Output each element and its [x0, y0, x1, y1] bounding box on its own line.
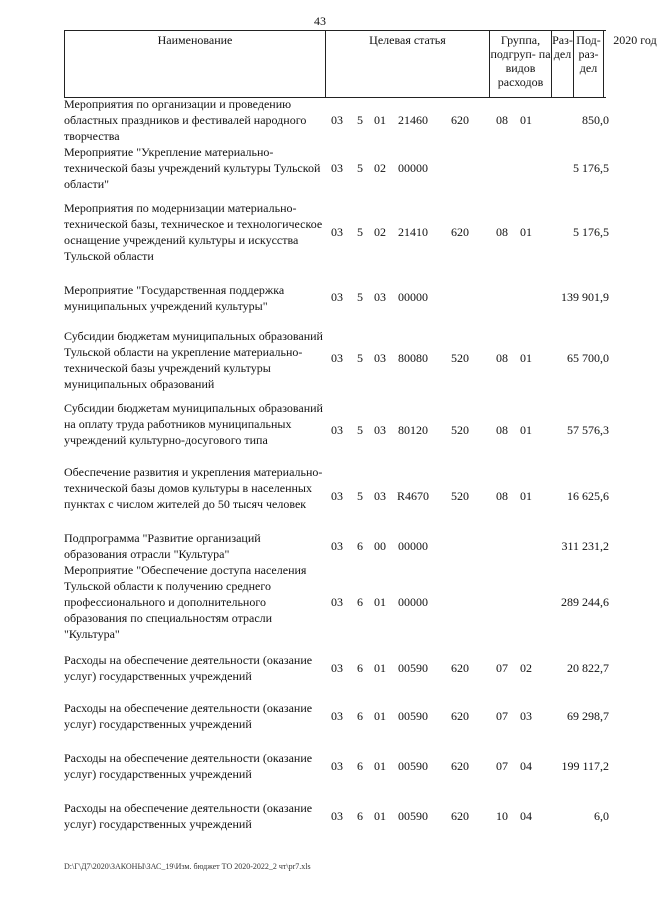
- subsection: 01: [520, 423, 532, 437]
- target-event: 03: [374, 489, 386, 503]
- section: 07: [496, 759, 508, 773]
- row-name: Расходы на обеспечение деятельности (оказание услуг) государственных учреждений: [64, 701, 313, 731]
- target-program: 03: [331, 113, 343, 127]
- section: 08: [496, 351, 508, 365]
- section: 08: [496, 423, 508, 437]
- row-name: Субсидии бюджетам муниципальных образований Тульской области на укрепление материально-технической базы учреждений культуры муниципальных образований: [64, 329, 323, 391]
- subsection: 01: [520, 489, 532, 503]
- table-row: [64, 464, 609, 528]
- target-program: 03: [331, 489, 343, 503]
- target-event: 03: [374, 290, 386, 304]
- row-name: Расходы на обеспечение деятельности (оказание услуг) государственных учреждений: [64, 653, 313, 683]
- target-code: 00000: [398, 290, 428, 304]
- target-subprogram: 5: [357, 161, 363, 175]
- target-program: 03: [331, 290, 343, 304]
- section: 07: [496, 709, 508, 723]
- target-subprogram: 6: [357, 759, 363, 773]
- header-group: Группа, подгруп- па видов расходов: [490, 31, 552, 97]
- subsection: 03: [520, 709, 532, 723]
- header-name: Наименование: [64, 31, 326, 97]
- amount: 311 231,2: [561, 539, 609, 553]
- subsection: 02: [520, 661, 532, 675]
- target-program: 03: [331, 661, 343, 675]
- subsection: 01: [520, 351, 532, 365]
- table-row: [64, 328, 609, 392]
- target-event: 01: [374, 759, 386, 773]
- target-code: 80120: [398, 423, 428, 437]
- subsection: 04: [520, 759, 532, 773]
- amount: 289 244,6: [561, 595, 609, 609]
- section: 08: [496, 489, 508, 503]
- amount: 5 176,5: [573, 161, 609, 175]
- expense-group: 620: [451, 709, 469, 723]
- target-code: 00000: [398, 595, 428, 609]
- target-subprogram: 6: [357, 709, 363, 723]
- section: 07: [496, 661, 508, 675]
- target-event: 03: [374, 423, 386, 437]
- target-subprogram: 5: [357, 290, 363, 304]
- target-subprogram: 5: [357, 423, 363, 437]
- row-name: Мероприятие "Обеспечение доступа населения Тульской области к получению среднего профессионального и дополнительного образования по специальностям отрасли "Культура": [64, 563, 307, 641]
- target-subprogram: 6: [357, 595, 363, 609]
- table-row: [64, 282, 609, 314]
- row-name: Мероприятия по модернизации материально-технической базы, техническое и технологическое оснащение учреждений культуры и искусства Тульской области: [64, 201, 323, 263]
- target-program: 03: [331, 759, 343, 773]
- table-row: [64, 700, 609, 732]
- expense-group: 620: [451, 759, 469, 773]
- target-program: 03: [331, 809, 343, 823]
- expense-group: 520: [451, 489, 469, 503]
- header-subsection: Под- раз- дел: [574, 31, 604, 97]
- row-name: Субсидии бюджетам муниципальных образований на оплату труда работников муниципальных учреждений культурно-досугового типа: [64, 401, 323, 447]
- table-row: [64, 96, 609, 144]
- target-subprogram: 5: [357, 113, 363, 127]
- target-subprogram: 5: [357, 351, 363, 365]
- row-name: Мероприятия по организации и проведению областных праздников и фестивалей народного творчества: [64, 97, 307, 143]
- section: 08: [496, 113, 508, 127]
- target-code: 00590: [398, 759, 428, 773]
- target-subprogram: 6: [357, 661, 363, 675]
- expense-group: 620: [451, 661, 469, 675]
- target-code: 00590: [398, 809, 428, 823]
- amount: 57 576,3: [567, 423, 609, 437]
- amount: 199 117,2: [561, 759, 609, 773]
- target-event: 02: [374, 225, 386, 239]
- table-header: [64, 30, 657, 98]
- target-program: 03: [331, 595, 343, 609]
- target-code: 00590: [398, 661, 428, 675]
- amount: 16 625,6: [567, 489, 609, 503]
- table-row: [64, 800, 609, 832]
- section: 08: [496, 225, 508, 239]
- target-program: 03: [331, 225, 343, 239]
- amount: 139 901,9: [561, 290, 609, 304]
- subsection: 04: [520, 809, 532, 823]
- target-event: 03: [374, 351, 386, 365]
- amount: 69 298,7: [567, 709, 609, 723]
- target-code: 21460: [398, 113, 428, 127]
- row-name: Расходы на обеспечение деятельности (оказание услуг) государственных учреждений: [64, 801, 313, 831]
- table-row: [64, 750, 609, 782]
- row-name: Мероприятие "Укрепление материально-технической базы учреждений культуры Тульской области": [64, 145, 321, 191]
- row-name: Мероприятие "Государственная поддержка муниципальных учреждений культуры": [64, 283, 285, 313]
- expense-group: 520: [451, 423, 469, 437]
- target-code: 00000: [398, 161, 428, 175]
- section: 10: [496, 809, 508, 823]
- page-number: 43: [314, 14, 326, 28]
- target-event: 00: [374, 539, 386, 553]
- table-row: [64, 652, 609, 684]
- target-event: 01: [374, 595, 386, 609]
- row-name: Расходы на обеспечение деятельности (оказание услуг) государственных учреждений: [64, 751, 313, 781]
- subsection: 01: [520, 225, 532, 239]
- target-event: 01: [374, 809, 386, 823]
- table-row: [64, 400, 609, 464]
- target-event: 01: [374, 113, 386, 127]
- target-program: 03: [331, 539, 343, 553]
- header-target: Целевая статья: [326, 31, 490, 97]
- amount: 850,0: [582, 113, 609, 127]
- header-section: Раз- дел: [552, 31, 574, 97]
- target-event: 01: [374, 709, 386, 723]
- target-program: 03: [331, 709, 343, 723]
- row-name: Обеспечение развития и укрепления материально-технической базы домов культуры в населенных пунктах с числом жителей до 50 тысяч человек: [64, 465, 323, 511]
- target-subprogram: 5: [357, 489, 363, 503]
- expense-group: 620: [451, 809, 469, 823]
- target-code: 00000: [398, 539, 428, 553]
- file-path-footer: D:\Г\Д7\2020\ЗАКОНЫ\ЗАС_19\Изм. бюджет ТО 2020-2022_2 чт\pr7.xls: [64, 862, 311, 871]
- target-subprogram: 6: [357, 539, 363, 553]
- table-row: [64, 562, 609, 642]
- target-program: 03: [331, 351, 343, 365]
- header-year: 2020 год: [613, 33, 657, 47]
- expense-group: 620: [451, 113, 469, 127]
- target-subprogram: 5: [357, 225, 363, 239]
- expense-group: 620: [451, 225, 469, 239]
- target-code: 21410: [398, 225, 428, 239]
- table-row: [64, 144, 609, 192]
- target-code: 80080: [398, 351, 428, 365]
- subsection: 01: [520, 113, 532, 127]
- target-subprogram: 6: [357, 809, 363, 823]
- table-row: [64, 530, 609, 562]
- amount: 65 700,0: [567, 351, 609, 365]
- target-program: 03: [331, 161, 343, 175]
- row-name: Подпрограмма "Развитие организаций образования отрасли "Культура": [64, 531, 261, 561]
- amount: 6,0: [594, 809, 609, 823]
- target-code: R4670: [396, 489, 429, 503]
- target-code: 00590: [398, 709, 428, 723]
- target-program: 03: [331, 423, 343, 437]
- amount: 20 822,7: [567, 661, 609, 675]
- amount: 5 176,5: [573, 225, 609, 239]
- expense-group: 520: [451, 351, 469, 365]
- target-event: 02: [374, 161, 386, 175]
- target-event: 01: [374, 661, 386, 675]
- table-row: [64, 200, 609, 264]
